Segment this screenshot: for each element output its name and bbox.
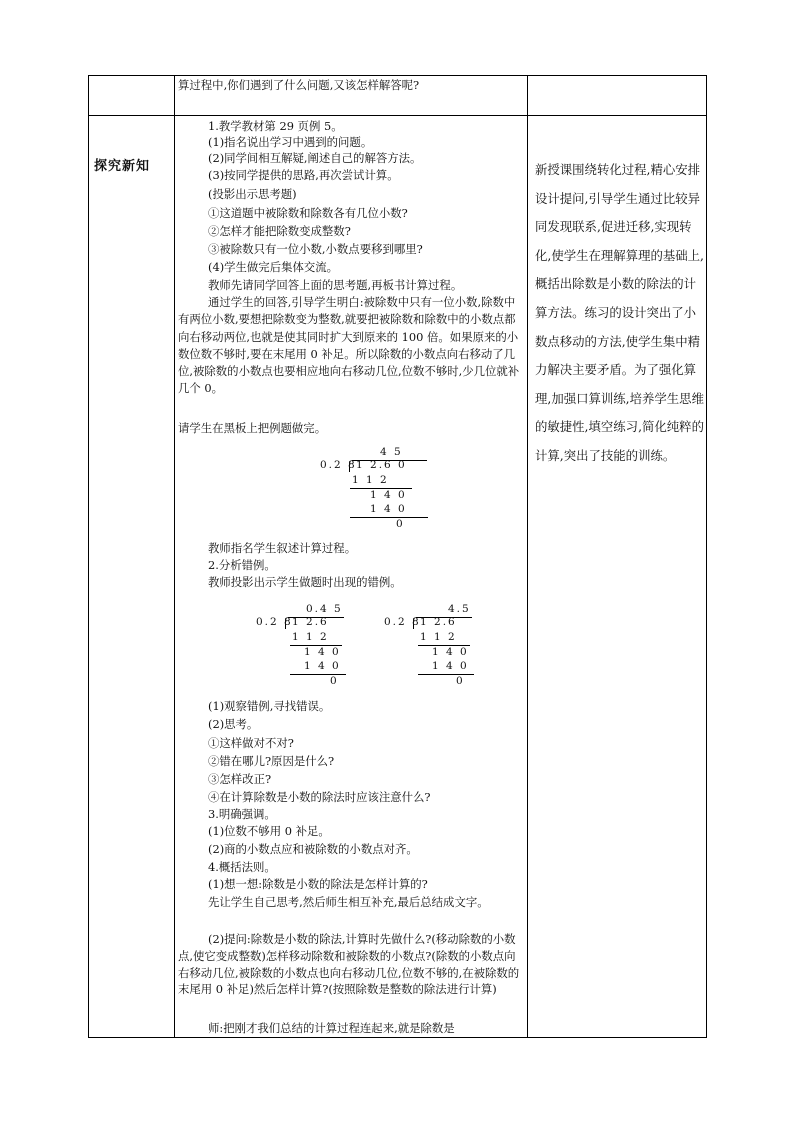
body-line: ②错在哪儿?原因是什么? <box>208 754 335 768</box>
body-line: 教师投影出示学生做题时出现的错例。 <box>208 575 402 589</box>
table-left-border <box>88 75 89 1038</box>
column-divider-1 <box>174 75 175 1038</box>
table-bottom-border <box>88 1037 707 1038</box>
divisor: 0.2 8 <box>256 616 293 628</box>
table-right-border <box>706 75 707 1038</box>
body-line: (3)按同学提供的思路,再次尝试计算。 <box>208 168 399 182</box>
body-line: 教师先请同学回答上面的思考题,再板书计算过程。 <box>208 278 463 292</box>
quotient: 4 5 <box>380 446 403 458</box>
body-line: ③被除数只有一位小数,小数点要移到哪里? <box>208 242 423 256</box>
division-wrong-1 <box>256 603 356 688</box>
step: 1 4 0 <box>432 660 469 672</box>
step: 1 4 0 <box>370 503 407 515</box>
divisor: 0.2 8 <box>384 616 421 628</box>
section-label: 探究新知 <box>94 159 151 174</box>
body-line: (2)同学间相互解疑,阐述自己的解答方法。 <box>208 151 422 165</box>
body-line: 4.概括法则。 <box>208 860 276 874</box>
body-line: (1)想一想:除数是小数的除法是怎样计算的? <box>208 877 428 891</box>
body-line: 2.分析错例。 <box>208 558 276 572</box>
design-note: 新授课围绕转化过程,精心安排设计提问,引导学生通过比较异同发现联系,促进迁移,实现转化,使学生在理解算理的基础上,概括出除数是小数的除法的计算方法。练习的设计突出了小数点移动的方法,使学生集中精力解决主要矛盾。为了强化算理,加强口算训练,培养学生思维的敏捷性,填空练习,简化纯粹的计算,突出了技能的训练。 <box>535 162 704 463</box>
dividend: 1 2.6 <box>292 616 329 628</box>
body-line: ④在计算除数是小数的除法时应该注意什么? <box>208 790 431 804</box>
table-top-border <box>88 75 707 76</box>
body-line: ③怎样改正? <box>208 772 272 786</box>
body-line: (4)学生做完后集体交流。 <box>208 260 339 274</box>
dividend: 1 2.6 0 <box>356 459 407 471</box>
quotient: 4.5 <box>448 603 471 615</box>
division-main <box>322 446 432 531</box>
step: 1 1 2 <box>420 631 457 643</box>
step: 1 1 2 <box>292 631 329 643</box>
body-line: ②怎样才能把除数变成整数? <box>208 224 351 238</box>
division-wrong-2 <box>384 603 484 688</box>
step: 1 4 0 <box>370 489 407 501</box>
row-divider <box>88 115 707 116</box>
paragraph-summary: 先让学生自己思考,然后师生相互补充,最后总结成文字。 <box>208 895 489 909</box>
body-line: (2)思考。 <box>208 717 259 731</box>
body-line: (投影出示思考题) <box>208 187 297 201</box>
top-row-text: 算过程中,你们遇到了什么问题,又该怎样解答呢? <box>178 78 420 92</box>
paragraph-question: (2)提问:除数是小数的除法,计算时先做什么?(移动除数的小数点,使它变成整数)怎样移动除数和被除数的小数点?(除数的小数点向右移动几位,被除数的小数点也向右移动几位,位数不够的,在被除数的末尾用 0 补足)然后怎样计算?(按照除数是整数的除法进行计算) <box>178 932 520 997</box>
body-line: 1.教学教材第 29 页例 5。 <box>208 119 343 133</box>
body-line: (2)商的小数点应和被除数的小数点对齐。 <box>208 842 418 856</box>
paragraph-teacher: 师:把刚才我们总结的计算过程连起来,就是除数是 <box>208 1021 455 1035</box>
step: 1 4 0 <box>304 660 341 672</box>
step: 1 4 0 <box>304 646 341 658</box>
quotient: 0.4 5 <box>306 603 343 615</box>
remainder: 0 <box>330 675 339 687</box>
divisor: 0.2 8 <box>320 459 357 471</box>
step-line <box>350 517 428 518</box>
dividend: 1 2.6 <box>420 616 457 628</box>
body-line: ①这样做对不对? <box>208 736 294 750</box>
step: 1 4 0 <box>432 646 469 658</box>
paragraph-explanation: 通过学生的回答,引导学生明白:被除数中只有一位小数,除数中有两位小数,要想把除数变为整数,就要把被除数和除数中的小数点都向右移动两位,也就是使其同时扩大到原来的 100 倍。如果原来的小数位数不够时,要在末尾用 0 补足。所以除数的小数点向右移动了几位,被除数的小数点也要相应地向右移动几位,位数不够时,少几位就补几个 0。 <box>178 295 520 396</box>
body-line: (1)观察错例,寻找错误。 <box>208 699 331 713</box>
body-line: (1)指名说出学习中遇到的问题。 <box>208 135 373 149</box>
step: 1 1 2 <box>352 474 389 486</box>
board-instruction: 请学生在黑板上把例题做完。 <box>178 421 327 435</box>
body-line: 教师指名学生叙述计算过程。 <box>208 541 357 555</box>
remainder: 0 <box>396 518 405 530</box>
body-line: (1)位数不够用 0 补足。 <box>208 824 330 838</box>
body-line: ①这道题中被除数和除数各有几位小数? <box>208 206 408 220</box>
step-line <box>418 674 474 675</box>
remainder: 0 <box>456 675 465 687</box>
column-divider-2 <box>527 75 528 1038</box>
body-line: 3.明确强调。 <box>208 807 276 821</box>
